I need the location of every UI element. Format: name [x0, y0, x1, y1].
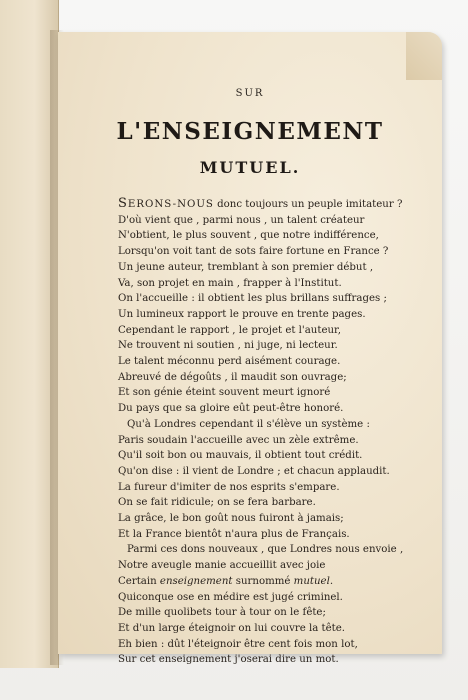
poem-line: N'obtient, le plus souvent , que notre indifférence,	[118, 230, 379, 242]
poem-line: Du pays que sa gloire eût peut-être honoré.	[118, 403, 344, 415]
poem-line: Quiconque ose en médire est jugé criminel.	[118, 591, 343, 603]
poem-line: Et son génie éteint souvent meurt ignoré	[118, 387, 331, 399]
poem-line: Paris soudain l'accueille avec un zèle extrême.	[118, 434, 359, 446]
poem-line: Qu'à Londres cependant il s'élève un système :	[127, 418, 370, 430]
heading-sur: SUR	[235, 88, 265, 99]
poem-body	[118, 196, 438, 668]
poem-line: Notre aveugle manie accueillit avec joie	[118, 560, 326, 572]
poem-line: Sur cet enseignement j'oserai dire un mot.	[118, 654, 339, 666]
poem-line: Cependant le rapport , le projet et l'auteur,	[118, 324, 342, 336]
page-corner-fold	[406, 32, 442, 80]
first-words: ERONS-NOUS	[127, 199, 214, 210]
poem-line: La grâce, le bon goût nous fuiront à jamais;	[118, 513, 344, 525]
poem-line: Un jeune auteur, tremblant à son premier début ,	[118, 261, 374, 273]
poem-line: Qu'il soit bon ou mauvais, il obtient tout crédit.	[118, 450, 363, 462]
poem-line: Lorsqu'on voit tant de sots faire fortune en France ?	[118, 246, 389, 258]
drop-cap: S	[118, 196, 128, 211]
poem-line: De mille quolibets tour à tour on le fête;	[118, 607, 326, 619]
poem-line: Abreuvé de dégoûts , il maudit son ouvrage;	[118, 371, 347, 383]
poem-line: Parmi ces dons nouveaux , que Londres nous envoie ,	[127, 544, 404, 556]
poem-line: Eh bien : dût l'éteignoir être cent fois mon lot,	[118, 638, 358, 650]
poem-line	[118, 196, 438, 213]
poem-line: On l'accueille : il obtient les plus brillans suffrages ;	[118, 293, 387, 305]
certain-pre: Certain	[118, 575, 160, 587]
certain-em: enseignement	[159, 575, 233, 587]
poem-line: Et la France bientôt n'aura plus de Français.	[118, 528, 350, 540]
poem-line	[118, 574, 438, 590]
poem-line: Qu'on dise : il vient de Londre ; et chacun applaudit.	[118, 465, 390, 477]
certain-mid: surnommé	[232, 575, 294, 587]
certain-em2: mutuel.	[293, 575, 334, 587]
poem-line: Et d'un large éteignoir on lui couvre la tête.	[118, 622, 346, 634]
poem-line: Un lumineux rapport le prouve en trente pages.	[118, 308, 366, 320]
poem-line: On se fait ridicule; on se fera barbare.	[118, 497, 316, 509]
poem-line: La fureur d'imiter de nos esprits s'empare.	[118, 481, 340, 493]
poem-line: D'où vient que , parmi nous , un talent créateur	[118, 214, 365, 226]
first-line-rest: donc toujours un peuple imitateur ?	[213, 199, 403, 210]
poem-line: Va, son projet en main , frapper à l'Institut.	[118, 277, 342, 289]
poem-line: Ne trouvent ni soutien , ni juge, ni lecteur.	[118, 340, 338, 352]
page-subtitle: MUTUEL.	[199, 158, 301, 177]
book-page	[58, 32, 442, 666]
poem-line: Le talent méconnu perd aisément courage.	[118, 356, 341, 368]
page-title: L'ENSEIGNEMENT	[116, 118, 384, 145]
